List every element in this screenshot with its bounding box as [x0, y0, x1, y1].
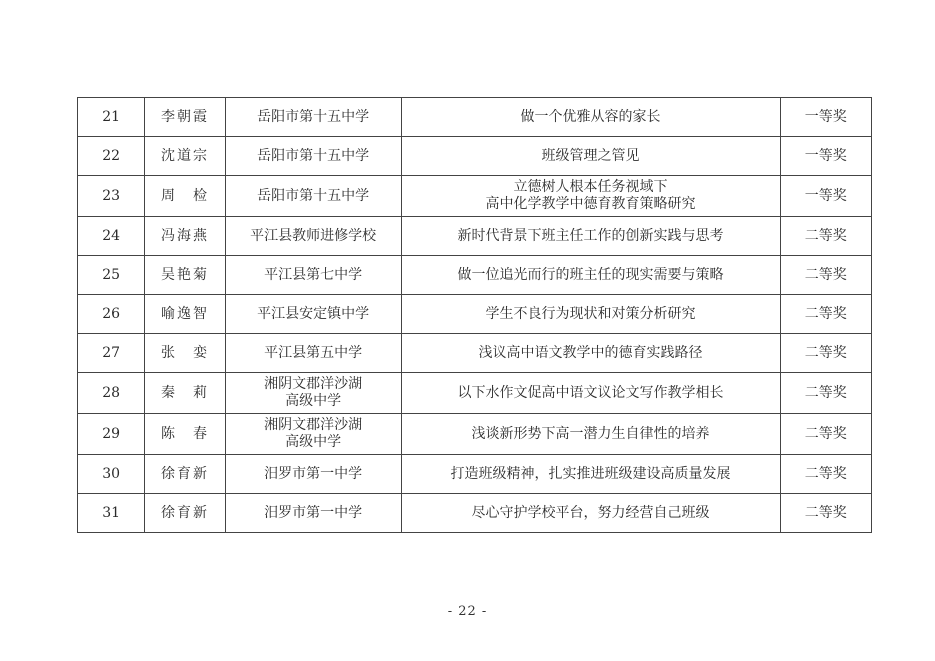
- row-number-cell: 23: [78, 176, 145, 217]
- table-row: [78, 98, 872, 137]
- paper-title-cell: [401, 217, 780, 256]
- school-cell-line: 平江县第五中学: [264, 344, 363, 361]
- author-name-cell: 秦 莉: [145, 373, 225, 414]
- paper-title-cell: [401, 98, 780, 137]
- paper-title-cell-line: 做一个优雅从容的家长: [520, 108, 661, 125]
- paper-title-cell: [401, 455, 780, 494]
- paper-title-cell: [401, 494, 780, 533]
- table-row: [78, 334, 872, 373]
- row-number-cell: 21: [78, 98, 145, 137]
- award-level-cell: 二等奖: [780, 494, 872, 533]
- school-cell: [225, 455, 401, 494]
- paper-title-cell-line: 新时代背景下班主任工作的创新实践与思考: [457, 227, 724, 244]
- award-level-cell: 二等奖: [780, 414, 872, 455]
- award-level-cell: 一等奖: [780, 98, 872, 137]
- school-cell-line: 岳阳市第十五中学: [257, 108, 370, 125]
- school-cell: [225, 295, 401, 334]
- author-name-cell: 陈 春: [145, 414, 225, 455]
- school-cell: [225, 256, 401, 295]
- table-row: [78, 256, 872, 295]
- row-number-cell: 29: [78, 414, 145, 455]
- paper-title-cell-line: 尽心守护学校平台，努力经营自己班级: [471, 504, 710, 521]
- table-row: [78, 373, 872, 414]
- paper-title-cell-line: 以下水作文促高中语文议论文写作教学相长: [457, 384, 724, 401]
- paper-title-cell: [401, 176, 780, 217]
- school-cell-line: 岳阳市第十五中学: [257, 147, 370, 164]
- school-cell-line: 平江县安定镇中学: [257, 305, 370, 322]
- row-number-cell: 22: [78, 137, 145, 176]
- table-row: [78, 455, 872, 494]
- row-number-cell: 30: [78, 455, 145, 494]
- author-name-cell: 喻逸智: [145, 295, 225, 334]
- paper-title-cell: [401, 414, 780, 455]
- table-row: [78, 414, 872, 455]
- author-name-cell: 徐育新: [145, 455, 225, 494]
- author-name-cell: 周 检: [145, 176, 225, 217]
- award-level-cell: 一等奖: [780, 137, 872, 176]
- table-row: [78, 295, 872, 334]
- school-cell: [225, 98, 401, 137]
- table-row: [78, 494, 872, 533]
- school-cell-line: 平江县第七中学: [264, 266, 363, 283]
- row-number-cell: 27: [78, 334, 145, 373]
- row-number-cell: 24: [78, 217, 145, 256]
- school-cell-line: 汨罗市第一中学: [264, 504, 363, 521]
- awards-table: [77, 97, 872, 533]
- school-cell-line: 高级中学: [285, 434, 342, 450]
- paper-title-cell: [401, 256, 780, 295]
- paper-title-cell: [401, 373, 780, 414]
- school-cell: [225, 217, 401, 256]
- table-row: [78, 176, 872, 217]
- award-level-cell: 二等奖: [780, 256, 872, 295]
- paper-title-cell: [401, 137, 780, 176]
- paper-title-cell: [401, 334, 780, 373]
- school-cell-line: 湘阴文郡洋沙湖: [264, 417, 363, 433]
- school-cell: [225, 494, 401, 533]
- school-cell-line: 平江县教师进修学校: [250, 227, 377, 244]
- award-level-cell: 一等奖: [780, 176, 872, 217]
- paper-title-cell-line: 高中化学教学中德育教育策略研究: [485, 196, 696, 212]
- award-level-cell: 二等奖: [780, 295, 872, 334]
- award-level-cell: 二等奖: [780, 373, 872, 414]
- school-cell: [225, 373, 401, 414]
- paper-title-cell-line: 做一位追光而行的班主任的现实需要与策略: [457, 266, 724, 283]
- author-name-cell: 李朝霞: [145, 98, 225, 137]
- row-number-cell: 26: [78, 295, 145, 334]
- school-cell-line: 汨罗市第一中学: [264, 465, 363, 482]
- author-name-cell: 沈道宗: [145, 137, 225, 176]
- paper-title-cell-line: 班级管理之管见: [541, 147, 640, 164]
- paper-title-cell-line: 打造班级精神，扎实推进班级建设高质量发展: [450, 465, 731, 482]
- school-cell-line: 湘阴文郡洋沙湖: [264, 376, 363, 392]
- school-cell: [225, 414, 401, 455]
- school-cell: [225, 176, 401, 217]
- award-level-cell: 二等奖: [780, 334, 872, 373]
- paper-title-cell-line: 立德树人根本任务视域下: [513, 179, 668, 195]
- school-cell: [225, 137, 401, 176]
- school-cell: [225, 334, 401, 373]
- row-number-cell: 28: [78, 373, 145, 414]
- school-cell-line: 岳阳市第十五中学: [257, 187, 370, 204]
- author-name-cell: 冯海燕: [145, 217, 225, 256]
- award-level-cell: 二等奖: [780, 455, 872, 494]
- paper-title-cell-line: 学生不良行为现状和对策分析研究: [485, 305, 696, 322]
- awards-table-body: [78, 98, 872, 533]
- award-level-cell: 二等奖: [780, 217, 872, 256]
- row-number-cell: 31: [78, 494, 145, 533]
- author-name-cell: 张 娈: [145, 334, 225, 373]
- table-row: [78, 137, 872, 176]
- page-number: - 22 -: [447, 604, 488, 619]
- author-name-cell: 徐育新: [145, 494, 225, 533]
- row-number-cell: 25: [78, 256, 145, 295]
- paper-title-cell: [401, 295, 780, 334]
- paper-title-cell-line: 浅议高中语文教学中的德育实践路径: [478, 344, 703, 361]
- school-cell-line: 高级中学: [285, 393, 342, 409]
- table-row: [78, 217, 872, 256]
- paper-title-cell-line: 浅谈新形势下高一潜力生自律性的培养: [471, 425, 710, 442]
- author-name-cell: 吴艳菊: [145, 256, 225, 295]
